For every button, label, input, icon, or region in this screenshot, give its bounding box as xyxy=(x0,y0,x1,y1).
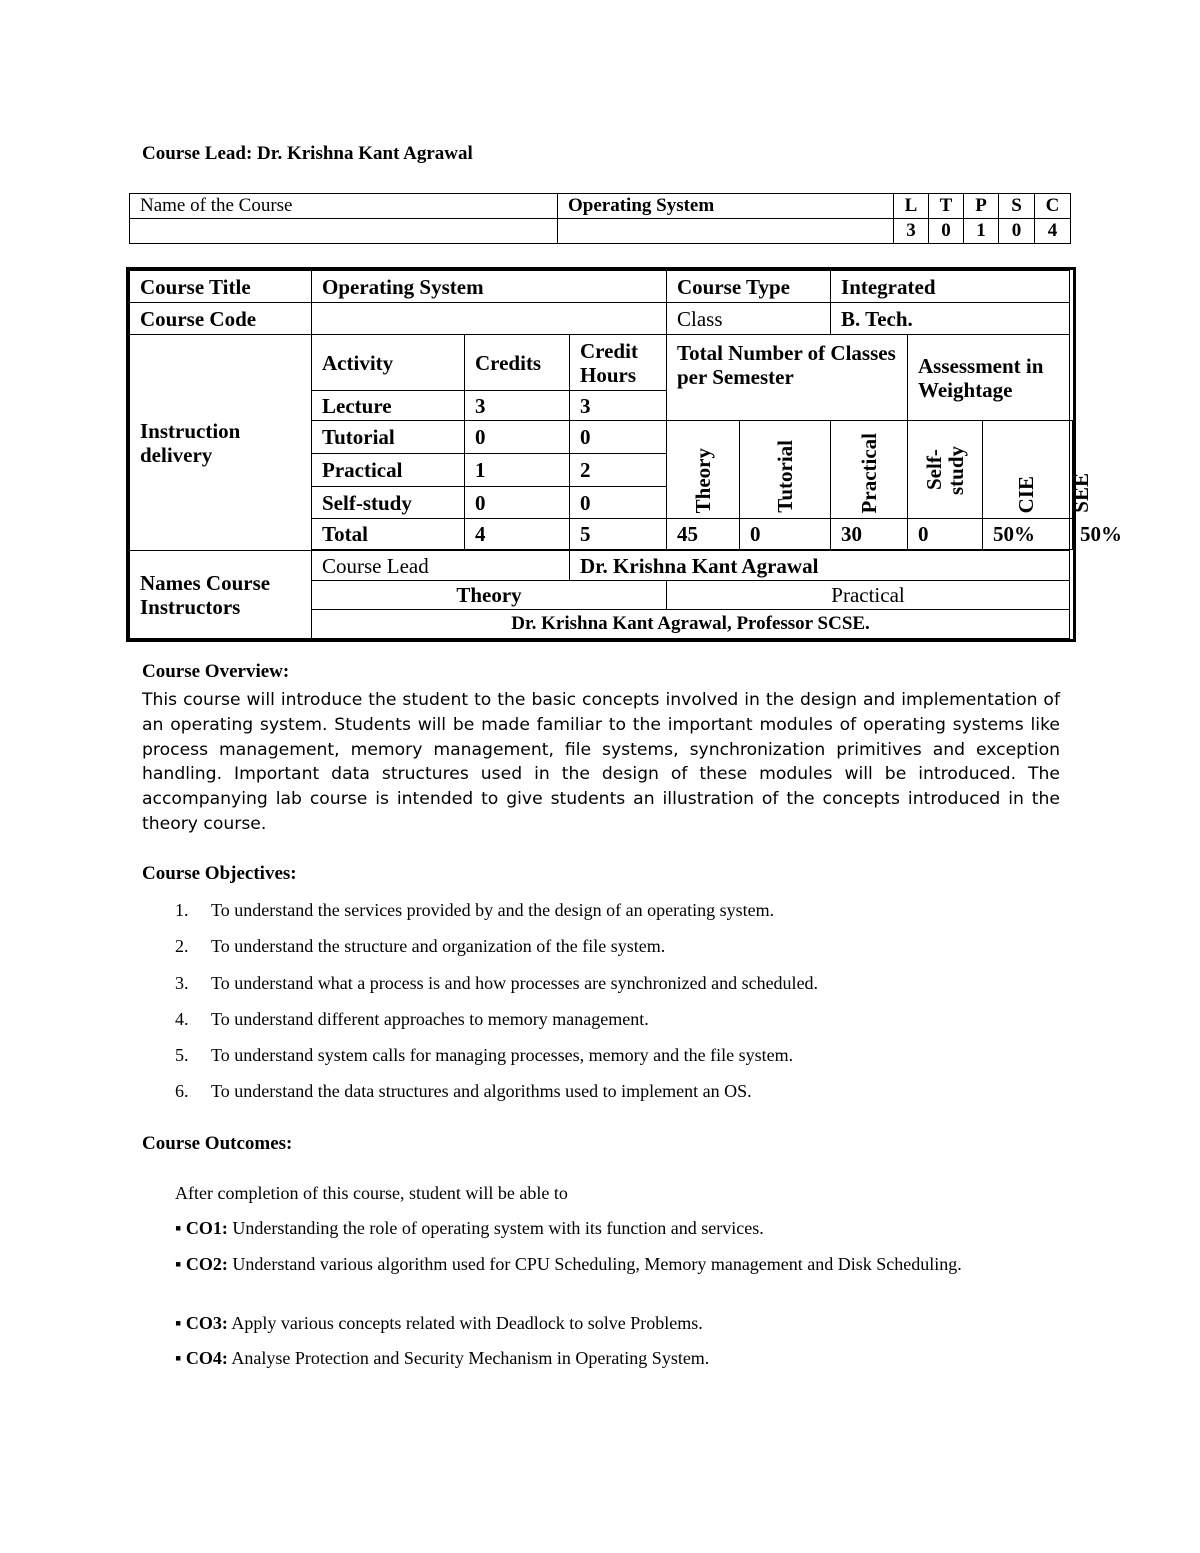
hours-self-study: 0 xyxy=(570,487,667,519)
course-overview-heading: Course Overview: xyxy=(142,661,290,682)
ltpsc-label-l: L xyxy=(894,194,929,219)
ltpsc-label-c: C xyxy=(1035,194,1071,219)
class-label: Class xyxy=(667,303,831,335)
ltpsc-label-s: S xyxy=(999,194,1035,219)
empty-cell xyxy=(130,219,558,244)
total-credits: 4 xyxy=(465,519,570,550)
objective-item: 6. To understand the data structures and algorithms used to implement an OS. xyxy=(175,1081,752,1101)
class-type-practical: Practical xyxy=(831,421,908,519)
ltpsc-value-s: 0 xyxy=(999,219,1035,244)
course-title-value: Operating System xyxy=(312,271,667,303)
objective-item: 4. To understand different approaches to memory management. xyxy=(175,1009,649,1029)
objective-item: 2. To understand the structure and organization of the file system. xyxy=(175,936,666,956)
total-tutorial-classes: 0 xyxy=(740,519,831,550)
objective-item: 1. To understand the services provided by and the design of an operating system. xyxy=(175,900,775,920)
instruction-delivery-label: Instruction delivery xyxy=(130,335,312,551)
class-type-self-study: Self-study xyxy=(908,421,983,519)
total-practical-classes: 30 xyxy=(831,519,908,550)
ltpsc-label-p: P xyxy=(964,194,999,219)
activity-lecture: Lecture xyxy=(312,391,465,421)
empty-cell xyxy=(558,219,894,244)
course-title-label: Course Title xyxy=(130,271,312,303)
names-course-instructors-label: Names Course Instructors xyxy=(130,551,312,639)
objective-item: 5. To understand system calls for managing processes, memory and the file system. xyxy=(175,1045,794,1065)
course-code-value xyxy=(312,303,667,335)
assessment-type-cie: CIE xyxy=(983,421,1070,519)
course-lead-label: Course Lead xyxy=(312,551,570,581)
credits-tutorial: 0 xyxy=(465,421,570,454)
total-label: Total xyxy=(312,519,465,550)
activity-header: Activity xyxy=(312,335,465,391)
ltpsc-value-c: 4 xyxy=(1035,219,1071,244)
course-code-label: Course Code xyxy=(130,303,312,335)
total-classes-header: Total Number of Classes per Semester xyxy=(667,335,908,421)
class-type-theory: Theory xyxy=(667,421,740,519)
credits-self-study: 0 xyxy=(465,487,570,519)
total-self-study-classes: 0 xyxy=(908,519,983,550)
assessment-header: Assessment in Weightage xyxy=(908,335,1070,421)
course-details-table xyxy=(129,270,1123,639)
bullet-icon: ▪ xyxy=(175,1254,182,1274)
course-type-label: Course Type xyxy=(667,271,831,303)
see-weightage: 50% xyxy=(1070,519,1073,550)
total-hours: 5 xyxy=(570,519,667,550)
ltpsc-value-p: 1 xyxy=(964,219,999,244)
course-type-value: Integrated xyxy=(831,271,1070,303)
practical-label: Practical xyxy=(667,581,1070,610)
course-objectives-heading: Course Objectives: xyxy=(142,863,297,884)
hours-lecture: 3 xyxy=(570,391,667,421)
course-lead-value: Dr. Krishna Kant Agrawal xyxy=(570,551,1070,581)
assessment-type-see: SEE xyxy=(1070,421,1073,519)
objective-item: 3. To understand what a process is and how processes are synchronized and scheduled. xyxy=(175,973,819,993)
activity-self-study: Self-study xyxy=(312,487,465,519)
outcome-item: ▪ CO2: Understand various algorithm used for CPU Scheduling, Memory management and Disk Scheduling. xyxy=(175,1254,962,1274)
theory-label: Theory xyxy=(312,581,667,610)
outcome-item: ▪ CO1: Understanding the role of operating system with its function and services. xyxy=(175,1218,764,1238)
course-outcomes-heading: Course Outcomes: xyxy=(142,1133,293,1154)
bullet-icon: ▪ xyxy=(175,1313,182,1333)
outcomes-intro: After completion of this course, student will be able to xyxy=(175,1183,568,1203)
cie-weightage: 50% xyxy=(983,519,1070,550)
credits-header: Credits xyxy=(465,335,570,391)
course-overview-text: This course will introduce the student to the basic concepts involved in the design and implementation of an operating system. Students will be made familiar to the important modules of operating systems like process management, memory management, file systems, synchronization primitives and exception handling. Important data structures used in the design of these modules will be introduced. The accompanying lab course is intended to give students an illustration of the concepts introduced in the theory course. xyxy=(142,690,1060,834)
class-value: B. Tech. xyxy=(831,303,1070,335)
hours-tutorial: 0 xyxy=(570,421,667,454)
ltpsc-value-t: 0 xyxy=(929,219,964,244)
course-name-label: Name of the Course xyxy=(130,194,558,219)
hours-practical: 2 xyxy=(570,454,667,487)
outcome-item: ▪ CO4: Analyse Protection and Security Mechanism in Operating System. xyxy=(175,1348,710,1368)
credit-hours-header: Credit Hours xyxy=(570,335,667,391)
credits-practical: 1 xyxy=(465,454,570,487)
course-name-value: Operating System xyxy=(558,194,894,219)
credits-lecture: 3 xyxy=(465,391,570,421)
course-credit-summary-table xyxy=(129,193,1071,244)
outcome-item: ▪ CO3: Apply various concepts related with Deadlock to solve Problems. xyxy=(175,1313,703,1333)
total-theory-classes: 45 xyxy=(667,519,740,550)
class-type-tutorial: Tutorial xyxy=(740,421,831,519)
ltpsc-label-t: T xyxy=(929,194,964,219)
bullet-icon: ▪ xyxy=(175,1218,182,1238)
activity-tutorial: Tutorial xyxy=(312,421,465,454)
instructor-value: Dr. Krishna Kant Agrawal, Professor SCSE. xyxy=(312,610,1070,639)
bullet-icon: ▪ xyxy=(175,1348,182,1368)
course-lead-heading: Course Lead: Dr. Krishna Kant Agrawal xyxy=(142,143,473,164)
activity-practical: Practical xyxy=(312,454,465,487)
ltpsc-value-l: 3 xyxy=(894,219,929,244)
